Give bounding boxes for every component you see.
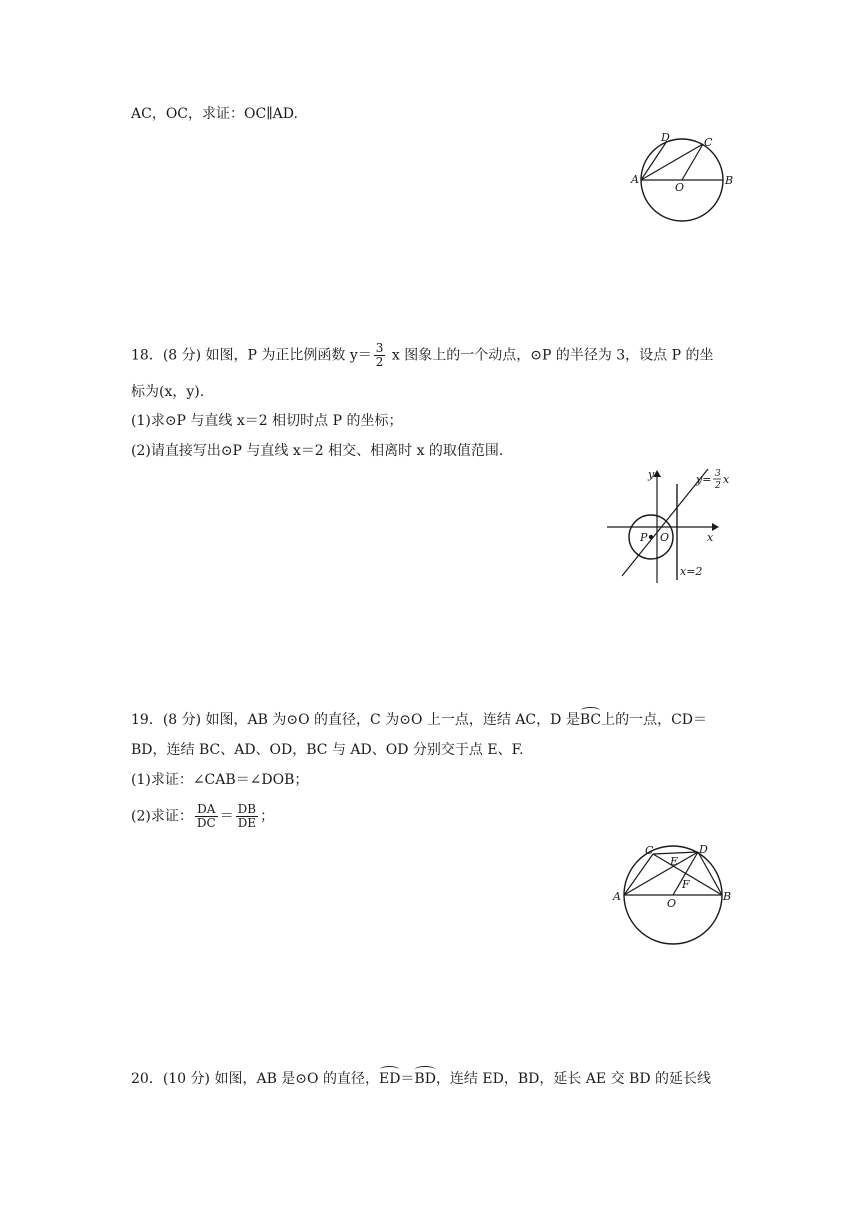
label-c: C — [704, 136, 713, 149]
q17-text: AC，OC，求证：OC∥AD. — [131, 106, 298, 122]
q20-eq: ＝ — [400, 1071, 415, 1087]
q19-part1: (1)求证：∠CAB＝∠DOB； — [131, 772, 309, 788]
line-label-den: 2 — [715, 481, 721, 491]
frac-num: 3 — [375, 341, 384, 355]
q18-line2: 标为(x，y). — [131, 384, 205, 400]
q18-line1 — [131, 342, 714, 369]
arc-bc: BC — [579, 712, 602, 728]
q19-line1-pre: 19．(8 分) 如图，AB 为⊙O 的直径，C 为⊙O 上一点，连结 AC，D 是 — [131, 712, 580, 728]
label-c19: C — [645, 844, 654, 857]
line-label-pre: y= — [696, 473, 712, 486]
q19-line2: BD，连结 BC、AD、OD，BC 与 AD、OD 分别交于点 E、F. — [131, 742, 524, 758]
label-o: O — [675, 181, 685, 194]
label-a: A — [631, 173, 639, 186]
vline-label: x=2 — [680, 565, 703, 578]
line-label-post: x — [723, 473, 730, 486]
q19-line1-post: 上的一点，CD＝ — [601, 712, 708, 728]
q20-line1 — [131, 1069, 711, 1089]
figure-17 — [630, 130, 740, 225]
label-d: D — [661, 131, 670, 144]
x-axis-label: x — [707, 531, 714, 544]
q19-part2-pre: (2)求证： — [131, 808, 193, 825]
frac-db: DB — [237, 802, 257, 816]
label-b: B — [725, 174, 734, 187]
q20-post: ，连结 ED，BD，延长 AE 交 BD 的延长线 — [435, 1071, 711, 1087]
label-p: P — [640, 531, 648, 544]
q18-line1-post: x 图象上的一个动点，⊙P 的半径为 3，设点 P 的坐 — [387, 347, 714, 364]
fraction-da-dc — [195, 803, 218, 830]
label-e19: E — [670, 855, 679, 868]
q19-part2 — [131, 803, 274, 830]
frac-da: DA — [195, 803, 218, 817]
arc-ed: ED — [378, 1071, 401, 1087]
frac-de: DE — [237, 816, 257, 830]
frac-dc: DC — [196, 816, 216, 830]
equals-sign: ＝ — [219, 808, 234, 825]
figure-19 — [612, 840, 737, 950]
label-o19: O — [667, 897, 677, 910]
q18-part1: (1)求⊙P 与直线 x＝2 相切时点 P 的坐标； — [131, 413, 403, 429]
label-a19: A — [613, 890, 621, 903]
arc-bd: BD — [414, 1071, 436, 1087]
q18-part2: (2)请直接写出⊙P 与直线 x＝2 相交、相离时 x 的取值范围. — [131, 443, 504, 459]
q18-line1-pre: 18．(8 分) 如图，P 为正比例函数 y＝ — [131, 347, 372, 364]
line-label-num: 3 — [715, 469, 721, 479]
frac-den: 2 — [375, 355, 384, 369]
label-o18: O — [660, 531, 670, 544]
q19-line1 — [131, 710, 707, 730]
label-b19: B — [723, 890, 732, 903]
label-f19: F — [682, 878, 690, 891]
y-axis-label: y — [648, 468, 655, 481]
q18-fraction — [374, 342, 386, 369]
label-d19: D — [699, 843, 708, 856]
fraction-db-de — [236, 803, 258, 830]
q19-part2-post: ； — [260, 808, 275, 825]
q20-pre: 20．(10 分) 如图，AB 是⊙O 的直径， — [131, 1071, 379, 1087]
figure-18 — [600, 463, 740, 588]
